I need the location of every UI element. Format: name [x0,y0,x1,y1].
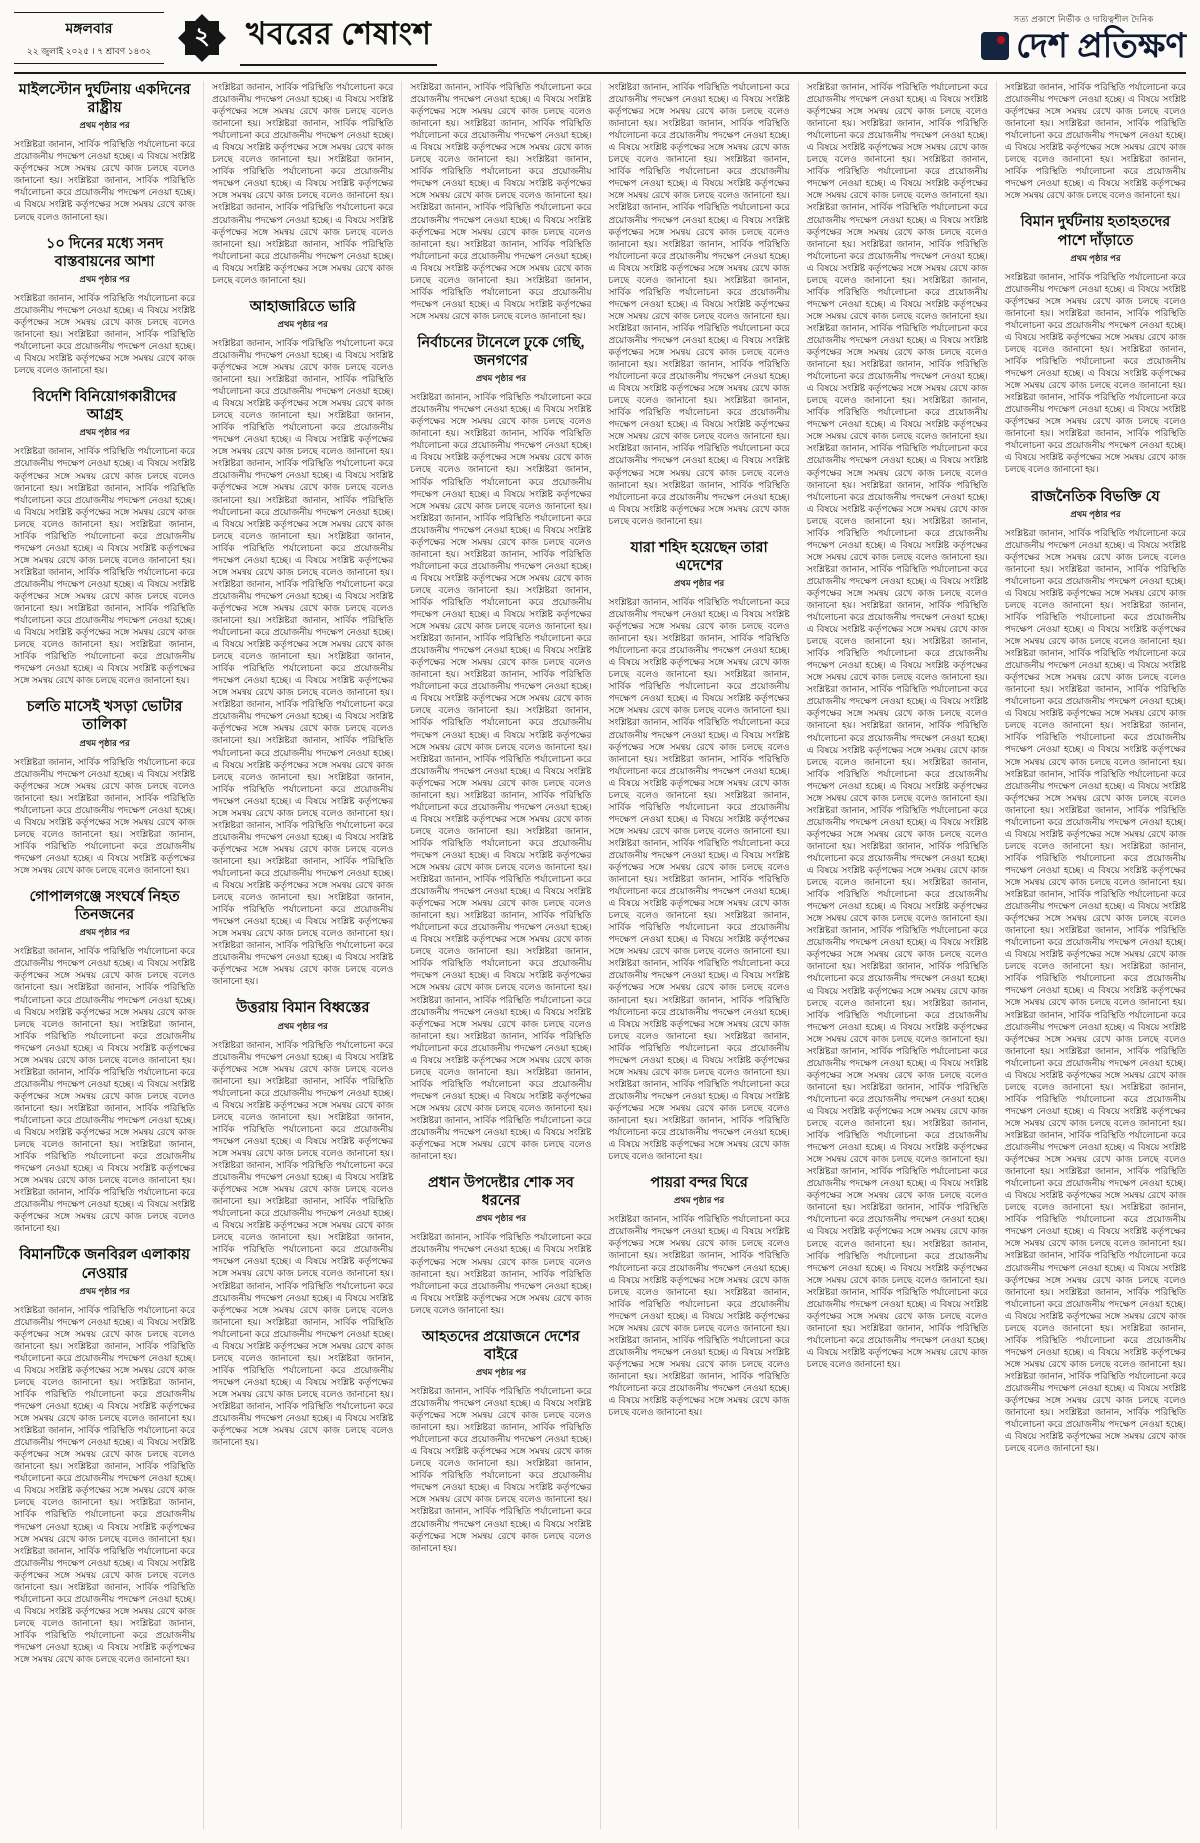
article-headline: গোপালগঞ্জে সংঘর্ষে নিহত তিনজনের [29,889,180,924]
article-body-text: সংশ্লিষ্টরা জানান, সার্বিক পরিস্থিতি পর্যালোচনা করে প্রয়োজনীয় পদক্ষেপ নেওয়া হচ্ছে। এ বিষয়ে সংশ্লিষ্ট কর্তৃপক্ষের সঙ্গে সমন্বয় রেখে কাজ চলছে বলেও জানানো হয়। সংশ্লিষ্টরা জানান, সার্বিক পরিস্থিতি পর্যালোচনা করে প্রয়োজনীয় পদক্ষেপ নেওয়া হচ্ছে। এ বিষয়ে সংশ্লিষ্ট কর্তৃপক্ষের সঙ্গে সমন্বয় রেখে কাজ চলছে বলেও জানানো হয়। সংশ্লিষ্টরা জানান, সার্বিক পরিস্থিতি পর্যালোচনা করে প্রয়োজনীয় পদক্ষেপ নেওয়া হচ্ছে। এ বিষয়ে সংশ্লিষ্ট কর্তৃপক্ষের সঙ্গে সমন্বয় রেখে কাজ চলছে বলেও জানানো হয়। সংশ্লিষ্টরা জানান, সার্বিক পরিস্থিতি পর্যালোচনা করে প্রয়োজনীয় পদক্ষেপ নেওয়া হচ্ছে। এ বিষয়ে সংশ্লিষ্ট কর্তৃপক্ষের সঙ্গে সমন্বয় রেখে কাজ চলছে বলেও জানানো হয়। সংশ্লিষ্টরা জানান, সার্বিক পরিস্থিতি পর্যালোচনা করে প্রয়োজনীয় পদক্ষেপ নেওয়া হচ্ছে। এ বিষয়ে সংশ্লিষ্ট কর্তৃপক্ষের সঙ্গে সমন্বয় রেখে কাজ চলছে বলেও জানানো হয়। [212,82,394,285]
column-6 [996,81,1186,1829]
article-headline: প্রধান উপদেষ্টার শোক সব ধরনের [428,1175,574,1210]
page-number-badge [178,14,226,62]
article [410,334,591,1162]
article [212,298,393,988]
article-body-text: সংশ্লিষ্টরা জানান, সার্বিক পরিস্থিতি পর্যালোচনা করে প্রয়োজনীয় পদক্ষেপ নেওয়া হচ্ছে। এ বিষয়ে সংশ্লিষ্ট কর্তৃপক্ষের সঙ্গে সমন্বয় রেখে কাজ চলছে বলেও জানানো হয়। সংশ্লিষ্টরা জানান, সার্বিক পরিস্থিতি পর্যালোচনা করে প্রয়োজনীয় পদক্ষেপ নেওয়া হচ্ছে। এ বিষয়ে সংশ্লিষ্ট কর্তৃপক্ষের সঙ্গে সমন্বয় রেখে কাজ চলছে বলেও জানানো হয়। [14,139,196,222]
weekday-label: মঙ্গলবার [65,20,113,36]
continued-from-label: প্রথম পৃষ্ঠার পর [277,318,328,329]
article [14,235,195,377]
article-body-text: সংশ্লিষ্টরা জানান, সার্বিক পরিস্থিতি পর্যালোচনা করে প্রয়োজনীয় পদক্ষেপ নেওয়া হচ্ছে। এ বিষয়ে সংশ্লিষ্ট কর্তৃপক্ষের সঙ্গে সমন্বয় রেখে কাজ চলছে বলেও জানানো হয়। সংশ্লিষ্টরা জানান, সার্বিক পরিস্থিতি পর্যালোচনা করে প্রয়োজনীয় পদক্ষেপ নেওয়া হচ্ছে। এ বিষয়ে সংশ্লিষ্ট কর্তৃপক্ষের সঙ্গে সমন্বয় রেখে কাজ চলছে বলেও জানানো হয়। সংশ্লিষ্টরা জানান, সার্বিক পরিস্থিতি পর্যালোচনা করে প্রয়োজনীয় পদক্ষেপ নেওয়া হচ্ছে। এ বিষয়ে সংশ্লিষ্ট কর্তৃপক্ষের সঙ্গে সমন্বয় রেখে কাজ চলছে বলেও জানানো হয়। সংশ্লিষ্টরা জানান, সার্বিক পরিস্থিতি পর্যালোচনা করে প্রয়োজনীয় পদক্ষেপ নেওয়া হচ্ছে। এ বিষয়ে সংশ্লিষ্ট কর্তৃপক্ষের সঙ্গে সমন্বয় রেখে কাজ চলছে বলেও জানানো হয়। সংশ্লিষ্টরা জানান, সার্বিক পরিস্থিতি পর্যালোচনা করে প্রয়োজনীয় পদক্ষেপ নেওয়া হচ্ছে। এ বিষয়ে সংশ্লিষ্ট কর্তৃপক্ষের সঙ্গে সমন্বয় রেখে কাজ চলছে বলেও জানানো হয়। সংশ্লিষ্টরা জানান, সার্বিক পরিস্থিতি পর্যালোচনা করে প্রয়োজনীয় পদক্ষেপ নেওয়া হচ্ছে। এ বিষয়ে সংশ্লিষ্ট কর্তৃপক্ষের সঙ্গে সমন্বয় রেখে কাজ চলছে বলেও জানানো হয়। সংশ্লিষ্টরা জানান, সার্বিক পরিস্থিতি পর্যালোচনা করে প্রয়োজনীয় পদক্ষেপ নেওয়া হচ্ছে। এ বিষয়ে সংশ্লিষ্ট কর্তৃপক্ষের সঙ্গে সমন্বয় রেখে কাজ চলছে বলেও জানানো হয়। সংশ্লিষ্টরা জানান, সার্বিক পরিস্থিতি পর্যালোচনা করে প্রয়োজনীয় পদক্ষেপ নেওয়া হচ্ছে। এ বিষয়ে সংশ্লিষ্ট কর্তৃপক্ষের সঙ্গে সমন্বয় রেখে কাজ চলছে বলেও জানানো হয়। সংশ্লিষ্টরা জানান, সার্বিক পরিস্থিতি পর্যালোচনা করে প্রয়োজনীয় পদক্ষেপ নেওয়া হচ্ছে। এ বিষয়ে সংশ্লিষ্ট কর্তৃপক্ষের সঙ্গে সমন্বয় রেখে কাজ চলছে বলেও জানানো হয়। [14,1304,196,1665]
article-headline: রাজনৈতিক বিভক্তি যে [1031,488,1160,505]
continued-from-label: প্রথম পৃষ্ঠার পর [1070,252,1121,263]
article-continuation [609,81,790,527]
date-box [14,12,164,64]
article [14,1246,195,1665]
continued-from-label: প্রথম পৃষ্ঠার পর [277,1020,328,1031]
article-body-text: সংশ্লিষ্টরা জানান, সার্বিক পরিস্থিতি পর্যালোচনা করে প্রয়োজনীয় পদক্ষেপ নেওয়া হচ্ছে। এ বিষয়ে সংশ্লিষ্ট কর্তৃপক্ষের সঙ্গে সমন্বয় রেখে কাজ চলছে বলেও জানানো হয়। সংশ্লিষ্টরা জানান, সার্বিক পরিস্থিতি পর্যালোচনা করে প্রয়োজনীয় পদক্ষেপ নেওয়া হচ্ছে। এ বিষয়ে সংশ্লিষ্ট কর্তৃপক্ষের সঙ্গে সমন্বয় রেখে কাজ চলছে বলেও জানানো হয়। সংশ্লিষ্টরা জানান, সার্বিক পরিস্থিতি পর্যালোচনা করে প্রয়োজনীয় পদক্ষেপ নেওয়া হচ্ছে। এ বিষয়ে সংশ্লিষ্ট কর্তৃপক্ষের সঙ্গে সমন্বয় রেখে কাজ চলছে বলেও জানানো হয়। সংশ্লিষ্টরা জানান, সার্বিক পরিস্থিতি পর্যালোচনা করে প্রয়োজনীয় পদক্ষেপ নেওয়া হচ্ছে। এ বিষয়ে সংশ্লিষ্ট কর্তৃপক্ষের সঙ্গে সমন্বয় রেখে কাজ চলছে বলেও জানানো হয়। সংশ্লিষ্টরা জানান, সার্বিক পরিস্থিতি পর্যালোচনা করে প্রয়োজনীয় পদক্ষেপ নেওয়া হচ্ছে। এ বিষয়ে সংশ্লিষ্ট কর্তৃপক্ষের সঙ্গে সমন্বয় রেখে কাজ চলছে বলেও জানানো হয়। সংশ্লিষ্টরা জানান, সার্বিক পরিস্থিতি পর্যালোচনা করে প্রয়োজনীয় পদক্ষেপ নেওয়া হচ্ছে। এ বিষয়ে সংশ্লিষ্ট কর্তৃপক্ষের সঙ্গে সমন্বয় রেখে কাজ চলছে বলেও জানানো হয়। সংশ্লিষ্টরা জানান, সার্বিক পরিস্থিতি পর্যালোচনা করে প্রয়োজনীয় পদক্ষেপ নেওয়া হচ্ছে। এ বিষয়ে সংশ্লিষ্ট কর্তৃপক্ষের সঙ্গে সমন্বয় রেখে কাজ চলছে বলেও জানানো হয়। সংশ্লিষ্টরা জানান, সার্বিক পরিস্থিতি পর্যালোচনা করে প্রয়োজনীয় পদক্ষেপ নেওয়া হচ্ছে। এ বিষয়ে সংশ্লিষ্ট কর্তৃপক্ষের সঙ্গে সমন্বয় রেখে কাজ চলছে বলেও জানানো হয়। সংশ্লিষ্টরা জানান, সার্বিক পরিস্থিতি পর্যালোচনা করে প্রয়োজনীয় পদক্ষেপ নেওয়া হচ্ছে। এ বিষয়ে সংশ্লিষ্ট কর্তৃপক্ষের সঙ্গে সমন্বয় রেখে কাজ চলছে বলেও জানানো হয়। সংশ্লিষ্টরা জানান, সার্বিক পরিস্থিতি পর্যালোচনা করে প্রয়োজনীয় পদক্ষেপ নেওয়া হচ্ছে। এ বিষয়ে সংশ্লিষ্ট কর্তৃপক্ষের সঙ্গে সমন্বয় রেখে কাজ চলছে বলেও জানানো হয়। সংশ্লিষ্টরা জানান, সার্বিক পরিস্থিতি পর্যালোচনা করে প্রয়োজনীয় পদক্ষেপ নেওয়া হচ্ছে। এ বিষয়ে সংশ্লিষ্ট কর্তৃপক্ষের সঙ্গে সমন্বয় রেখে কাজ চলছে বলেও জানানো হয়। সংশ্লিষ্টরা জানান, সার্বিক পরিস্থিতি পর্যালোচনা করে প্রয়োজনীয় পদক্ষেপ নেওয়া হচ্ছে। এ বিষয়ে সংশ্লিষ্ট কর্তৃপক্ষের সঙ্গে সমন্বয় রেখে কাজ চলছে বলেও জানানো হয়। সংশ্লিষ্টরা জানান, সার্বিক পরিস্থিতি পর্যালোচনা করে প্রয়োজনীয় পদক্ষেপ নেওয়া হচ্ছে। এ বিষয়ে সংশ্লিষ্ট কর্তৃপক্ষের সঙ্গে সমন্বয় রেখে কাজ চলছে বলেও জানানো হয়। সংশ্লিষ্টরা জানান, সার্বিক পরিস্থিতি পর্যালোচনা করে প্রয়োজনীয় পদক্ষেপ নেওয়া হচ্ছে। এ বিষয়ে সংশ্লিষ্ট কর্তৃপক্ষের সঙ্গে সমন্বয় রেখে কাজ চলছে বলেও জানানো হয়। সংশ্লিষ্টরা জানান, সার্বিক পরিস্থিতি পর্যালোচনা করে প্রয়োজনীয় পদক্ষেপ নেওয়া হচ্ছে। এ বিষয়ে সংশ্লিষ্ট কর্তৃপক্ষের সঙ্গে সমন্বয় রেখে কাজ চলছে বলেও জানানো হয়। সংশ্লিষ্টরা জানান, সার্বিক পরিস্থিতি পর্যালোচনা করে প্রয়োজনীয় পদক্ষেপ নেওয়া হচ্ছে। এ বিষয়ে সংশ্লিষ্ট কর্তৃপক্ষের সঙ্গে সমন্বয় রেখে কাজ চলছে বলেও জানানো হয়। সংশ্লিষ্টরা জানান, সার্বিক পরিস্থিতি পর্যালোচনা করে প্রয়োজনীয় পদক্ষেপ নেওয়া হচ্ছে। এ বিষয়ে সংশ্লিষ্ট কর্তৃপক্ষের সঙ্গে সমন্বয় রেখে কাজ চলছে বলেও জানানো হয়। সংশ্লিষ্টরা জানান, সার্বিক পরিস্থিতি পর্যালোচনা করে প্রয়োজনীয় পদক্ষেপ নেওয়া হচ্ছে। এ বিষয়ে সংশ্লিষ্ট কর্তৃপক্ষের সঙ্গে সমন্বয় রেখে কাজ চলছে বলেও জানানো হয়। সংশ্লিষ্টরা জানান, সার্বিক পরিস্থিতি পর্যালোচনা করে প্রয়োজনীয় পদক্ষেপ নেওয়া হচ্ছে। এ বিষয়ে সংশ্লিষ্ট কর্তৃপক্ষের সঙ্গে সমন্বয় রেখে কাজ চলছে বলেও জানানো হয়। [410,392,592,1162]
masthead [981,13,1186,63]
article-headline: মাইলস্টোন দুর্ঘটনায় একদিনের রাষ্ট্রীয় [18,82,191,117]
article-headline: ১০ দিনের মধ্যে সনদ বাস্তবায়নের আশা [45,235,164,270]
article-body-text: সংশ্লিষ্টরা জানান, সার্বিক পরিস্থিতি পর্যালোচনা করে প্রয়োজনীয় পদক্ষেপ নেওয়া হচ্ছে। এ বিষয়ে সংশ্লিষ্ট কর্তৃপক্ষের সঙ্গে সমন্বয় রেখে কাজ চলছে বলেও জানানো হয়। সংশ্লিষ্টরা জানান, সার্বিক পরিস্থিতি পর্যালোচনা করে প্রয়োজনীয় পদক্ষেপ নেওয়া হচ্ছে। এ বিষয়ে সংশ্লিষ্ট কর্তৃপক্ষের সঙ্গে সমন্বয় রেখে কাজ চলছে বলেও জানানো হয়। [14,292,196,376]
continued-from-label: প্রথম পৃষ্ঠার পর [79,427,130,438]
continued-from-label: প্রথম পৃষ্ঠার পর [475,1367,527,1378]
article-headline: নির্বাচনের টানেলে ঢুকে গেছি, জনগণের [417,334,585,370]
article-headline: যারা শহিদ হয়েছেন তারা এদেশের [630,539,768,574]
page-header [14,10,1186,74]
page-number: ২ [194,23,210,50]
article-body-text: সংশ্লিষ্টরা জানান, সার্বিক পরিস্থিতি পর্যালোচনা করে প্রয়োজনীয় পদক্ষেপ নেওয়া হচ্ছে। এ বিষয়ে সংশ্লিষ্ট কর্তৃপক্ষের সঙ্গে সমন্বয় রেখে কাজ চলছে বলেও জানানো হয়। সংশ্লিষ্টরা জানান, সার্বিক পরিস্থিতি পর্যালোচনা করে প্রয়োজনীয় পদক্ষেপ নেওয়া হচ্ছে। এ বিষয়ে সংশ্লিষ্ট কর্তৃপক্ষের সঙ্গে সমন্বয় রেখে কাজ চলছে বলেও জানানো হয়। সংশ্লিষ্টরা জানান, সার্বিক পরিস্থিতি পর্যালোচনা করে প্রয়োজনীয় পদক্ষেপ নেওয়া হচ্ছে। এ বিষয়ে সংশ্লিষ্ট কর্তৃপক্ষের সঙ্গে সমন্বয় রেখে কাজ চলছে বলেও জানানো হয়। সংশ্লিষ্টরা জানান, সার্বিক পরিস্থিতি পর্যালোচনা করে প্রয়োজনীয় পদক্ষেপ নেওয়া হচ্ছে। এ বিষয়ে সংশ্লিষ্ট কর্তৃপক্ষের সঙ্গে সমন্বয় রেখে কাজ চলছে বলেও জানানো হয়। সংশ্লিষ্টরা জানান, সার্বিক পরিস্থিতি পর্যালোচনা করে প্রয়োজনীয় পদক্ষেপ নেওয়া হচ্ছে। এ বিষয়ে সংশ্লিষ্ট কর্তৃপক্ষের সঙ্গে সমন্বয় রেখে কাজ চলছে বলেও জানানো হয়। সংশ্লিষ্টরা জানান, সার্বিক পরিস্থিতি পর্যালোচনা করে প্রয়োজনীয় পদক্ষেপ নেওয়া হচ্ছে। এ বিষয়ে সংশ্লিষ্ট কর্তৃপক্ষের সঙ্গে সমন্বয় রেখে কাজ চলছে বলেও জানানো হয়। সংশ্লিষ্টরা জানান, সার্বিক পরিস্থিতি পর্যালোচনা করে প্রয়োজনীয় পদক্ষেপ নেওয়া হচ্ছে। এ বিষয়ে সংশ্লিষ্ট কর্তৃপক্ষের সঙ্গে সমন্বয় রেখে কাজ চলছে বলেও জানানো হয়। সংশ্লিষ্টরা জানান, সার্বিক পরিস্থিতি পর্যালোচনা করে প্রয়োজনীয় পদক্ষেপ নেওয়া হচ্ছে। এ বিষয়ে সংশ্লিষ্ট কর্তৃপক্ষের সঙ্গে সমন্বয় রেখে কাজ চলছে বলেও জানানো হয়। সংশ্লিষ্টরা জানান, সার্বিক পরিস্থিতি পর্যালোচনা করে প্রয়োজনীয় পদক্ষেপ নেওয়া হচ্ছে। এ বিষয়ে সংশ্লিষ্ট কর্তৃপক্ষের সঙ্গে সমন্বয় রেখে কাজ চলছে বলেও জানানো হয়। সংশ্লিষ্টরা জানান, সার্বিক পরিস্থিতি পর্যালোচনা করে প্রয়োজনীয় পদক্ষেপ নেওয়া হচ্ছে। এ বিষয়ে সংশ্লিষ্ট কর্তৃপক্ষের সঙ্গে সমন্বয় রেখে কাজ চলছে বলেও জানানো হয়। সংশ্লিষ্টরা জানান, সার্বিক পরিস্থিতি পর্যালোচনা করে প্রয়োজনীয় পদক্ষেপ নেওয়া হচ্ছে। এ বিষয়ে সংশ্লিষ্ট কর্তৃপক্ষের সঙ্গে সমন্বয় রেখে কাজ চলছে বলেও জানানো হয়। সংশ্লিষ্টরা জানান, সার্বিক পরিস্থিতি পর্যালোচনা করে প্রয়োজনীয় পদক্ষেপ নেওয়া হচ্ছে। এ বিষয়ে সংশ্লিষ্ট কর্তৃপক্ষের সঙ্গে সমন্বয় রেখে কাজ চলছে বলেও জানানো হয়। সংশ্লিষ্টরা জানান, সার্বিক পরিস্থিতি পর্যালোচনা করে প্রয়োজনীয় পদক্ষেপ নেওয়া হচ্ছে। এ বিষয়ে সংশ্লিষ্ট কর্তৃপক্ষের সঙ্গে সমন্বয় রেখে কাজ চলছে বলেও জানানো হয়। সংশ্লিষ্টরা জানান, সার্বিক পরিস্থিতি পর্যালোচনা করে প্রয়োজনীয় পদক্ষেপ নেওয়া হচ্ছে। এ বিষয়ে সংশ্লিষ্ট কর্তৃপক্ষের সঙ্গে সমন্বয় রেখে কাজ চলছে বলেও জানানো হয়। সংশ্লিষ্টরা জানান, সার্বিক পরিস্থিতি পর্যালোচনা করে প্রয়োজনীয় পদক্ষেপ নেওয়া হচ্ছে। এ বিষয়ে সংশ্লিষ্ট কর্তৃপক্ষের সঙ্গে সমন্বয় রেখে কাজ চলছে বলেও জানানো হয়। সংশ্লিষ্টরা জানান, সার্বিক পরিস্থিতি পর্যালোচনা করে প্রয়োজনীয় পদক্ষেপ নেওয়া হচ্ছে। এ বিষয়ে সংশ্লিষ্ট কর্তৃপক্ষের সঙ্গে সমন্বয় রেখে কাজ চলছে বলেও জানানো হয়। সংশ্লিষ্টরা জানান, সার্বিক পরিস্থিতি পর্যালোচনা করে প্রয়োজনীয় পদক্ষেপ নেওয়া হচ্ছে। এ বিষয়ে সংশ্লিষ্ট কর্তৃপক্ষের সঙ্গে সমন্বয় রেখে কাজ চলছে বলেও জানানো হয়। সংশ্লিষ্টরা জানান, সার্বিক পরিস্থিতি পর্যালোচনা করে প্রয়োজনীয় পদক্ষেপ নেওয়া হচ্ছে। এ বিষয়ে সংশ্লিষ্ট কর্তৃপক্ষের সঙ্গে সমন্বয় রেখে কাজ চলছে বলেও জানানো হয়। সংশ্লিষ্টরা জানান, সার্বিক পরিস্থিতি পর্যালোচনা করে প্রয়োজনীয় পদক্ষেপ নেওয়া হচ্ছে। এ বিষয়ে সংশ্লিষ্ট কর্তৃপক্ষের সঙ্গে সমন্বয় রেখে কাজ চলছে বলেও জানানো হয়। সংশ্লিষ্টরা জানান, সার্বিক পরিস্থিতি পর্যালোচনা করে প্রয়োজনীয় পদক্ষেপ নেওয়া হচ্ছে। এ বিষয়ে সংশ্লিষ্ট কর্তৃপক্ষের সঙ্গে সমন্বয় রেখে কাজ চলছে বলেও জানানো হয়। সংশ্লিষ্টরা জানান, সার্বিক পরিস্থিতি পর্যালোচনা করে প্রয়োজনীয় পদক্ষেপ নেওয়া হচ্ছে। এ বিষয়ে সংশ্লিষ্ট কর্তৃপক্ষের সঙ্গে সমন্বয় রেখে কাজ চলছে বলেও জানানো হয়। সংশ্লিষ্টরা জানান, সার্বিক পরিস্থিতি পর্যালোচনা করে প্রয়োজনীয় পদক্ষেপ নেওয়া হচ্ছে। এ বিষয়ে সংশ্লিষ্ট কর্তৃপক্ষের সঙ্গে সমন্বয় রেখে কাজ চলছে বলেও জানানো হয়। সংশ্লিষ্টরা জানান, সার্বিক পরিস্থিতি পর্যালোচনা করে প্রয়োজনীয় পদক্ষেপ নেওয়া হচ্ছে। এ বিষয়ে সংশ্লিষ্ট কর্তৃপক্ষের সঙ্গে সমন্বয় রেখে কাজ চলছে বলেও জানানো হয়। [1004,527,1186,1454]
article-body-text: সংশ্লিষ্টরা জানান, সার্বিক পরিস্থিতি পর্যালোচনা করে প্রয়োজনীয় পদক্ষেপ নেওয়া হচ্ছে। এ বিষয়ে সংশ্লিষ্ট কর্তৃপক্ষের সঙ্গে সমন্বয় রেখে কাজ চলছে বলেও জানানো হয়। সংশ্লিষ্টরা জানান, সার্বিক পরিস্থিতি পর্যালোচনা করে প্রয়োজনীয় পদক্ষেপ নেওয়া হচ্ছে। এ বিষয়ে সংশ্লিষ্ট কর্তৃপক্ষের সঙ্গে সমন্বয় রেখে কাজ চলছে বলেও জানানো হয়। সংশ্লিষ্টরা জানান, সার্বিক পরিস্থিতি পর্যালোচনা করে প্রয়োজনীয় পদক্ষেপ নেওয়া হচ্ছে। এ বিষয়ে সংশ্লিষ্ট কর্তৃপক্ষের সঙ্গে সমন্বয় রেখে কাজ চলছে বলেও জানানো হয়। সংশ্লিষ্টরা জানান, সার্বিক পরিস্থিতি পর্যালোচনা করে প্রয়োজনীয় পদক্ষেপ নেওয়া হচ্ছে। এ বিষয়ে সংশ্লিষ্ট কর্তৃপক্ষের সঙ্গে সমন্বয় রেখে কাজ চলছে বলেও জানানো হয়। সংশ্লিষ্টরা জানান, সার্বিক পরিস্থিতি পর্যালোচনা করে প্রয়োজনীয় পদক্ষেপ নেওয়া হচ্ছে। এ বিষয়ে সংশ্লিষ্ট কর্তৃপক্ষের সঙ্গে সমন্বয় রেখে কাজ চলছে বলেও জানানো হয়। সংশ্লিষ্টরা জানান, সার্বিক পরিস্থিতি পর্যালোচনা করে প্রয়োজনীয় পদক্ষেপ নেওয়া হচ্ছে। এ বিষয়ে সংশ্লিষ্ট কর্তৃপক্ষের সঙ্গে সমন্বয় রেখে কাজ চলছে বলেও জানানো হয়। সংশ্লিষ্টরা জানান, সার্বিক পরিস্থিতি পর্যালোচনা করে প্রয়োজনীয় পদক্ষেপ নেওয়া হচ্ছে। এ বিষয়ে সংশ্লিষ্ট কর্তৃপক্ষের সঙ্গে সমন্বয় রেখে কাজ চলছে বলেও জানানো হয়। সংশ্লিষ্টরা জানান, সার্বিক পরিস্থিতি পর্যালোচনা করে প্রয়োজনীয় পদক্ষেপ নেওয়া হচ্ছে। এ বিষয়ে সংশ্লিষ্ট কর্তৃপক্ষের সঙ্গে সমন্বয় রেখে কাজ চলছে বলেও জানানো হয়। সংশ্লিষ্টরা জানান, সার্বিক পরিস্থিতি পর্যালোচনা করে প্রয়োজনীয় পদক্ষেপ নেওয়া হচ্ছে। এ বিষয়ে সংশ্লিষ্ট কর্তৃপক্ষের সঙ্গে সমন্বয় রেখে কাজ চলছে বলেও জানানো হয়। সংশ্লিষ্টরা জানান, সার্বিক পরিস্থিতি পর্যালোচনা করে প্রয়োজনীয় পদক্ষেপ নেওয়া হচ্ছে। এ বিষয়ে সংশ্লিষ্ট কর্তৃপক্ষের সঙ্গে সমন্বয় রেখে কাজ চলছে বলেও জানানো হয়। [212,1039,394,1448]
continued-from-label: প্রথম পৃষ্ঠার পর [1070,508,1121,519]
column-5 [798,81,996,1829]
article-body-text: সংশ্লিষ্টরা জানান, সার্বিক পরিস্থিতি পর্যালোচনা করে প্রয়োজনীয় পদক্ষেপ নেওয়া হচ্ছে। এ বিষয়ে সংশ্লিষ্ট কর্তৃপক্ষের সঙ্গে সমন্বয় রেখে কাজ চলছে বলেও জানানো হয়। সংশ্লিষ্টরা জানান, সার্বিক পরিস্থিতি পর্যালোচনা করে প্রয়োজনীয় পদক্ষেপ নেওয়া হচ্ছে। এ বিষয়ে সংশ্লিষ্ট কর্তৃপক্ষের সঙ্গে সমন্বয় রেখে কাজ চলছে বলেও জানানো হয়। সংশ্লিষ্টরা জানান, সার্বিক পরিস্থিতি পর্যালোচনা করে প্রয়োজনীয় পদক্ষেপ নেওয়া হচ্ছে। এ বিষয়ে সংশ্লিষ্ট কর্তৃপক্ষের সঙ্গে সমন্বয় রেখে কাজ চলছে বলেও জানানো হয়। সংশ্লিষ্টরা জানান, সার্বিক পরিস্থিতি পর্যালোচনা করে প্রয়োজনীয় পদক্ষেপ নেওয়া হচ্ছে। এ বিষয়ে সংশ্লিষ্ট কর্তৃপক্ষের সঙ্গে সমন্বয় রেখে কাজ চলছে বলেও জানানো হয়। সংশ্লিষ্টরা জানান, সার্বিক পরিস্থিতি পর্যালোচনা করে প্রয়োজনীয় পদক্ষেপ নেওয়া হচ্ছে। এ বিষয়ে সংশ্লিষ্ট কর্তৃপক্ষের সঙ্গে সমন্বয় রেখে কাজ চলছে বলেও জানানো হয়। সংশ্লিষ্টরা জানান, সার্বিক পরিস্থিতি পর্যালোচনা করে প্রয়োজনীয় পদক্ষেপ নেওয়া হচ্ছে। এ বিষয়ে সংশ্লিষ্ট কর্তৃপক্ষের সঙ্গে সমন্বয় রেখে কাজ চলছে বলেও জানানো হয়। [14,446,196,686]
article [212,999,393,1448]
article [410,1174,591,1316]
article-headline: উত্তরায় বিমান বিধ্বস্তের [236,1000,370,1017]
article-headline: বিমান দুর্ঘটনায় হতাহতদের পাশে দাঁড়াতে [1020,214,1171,249]
column-2 [203,81,401,1829]
continued-from-label: প্রথম পৃষ্ঠার পর [79,927,130,938]
masthead-logo-icon [981,32,1009,60]
article-body-text: সংশ্লিষ্টরা জানান, সার্বিক পরিস্থিতি পর্যালোচনা করে প্রয়োজনীয় পদক্ষেপ নেওয়া হচ্ছে। এ বিষয়ে সংশ্লিষ্ট কর্তৃপক্ষের সঙ্গে সমন্বয় রেখে কাজ চলছে বলেও জানানো হয়। সংশ্লিষ্টরা জানান, সার্বিক পরিস্থিতি পর্যালোচনা করে প্রয়োজনীয় পদক্ষেপ নেওয়া হচ্ছে। এ বিষয়ে সংশ্লিষ্ট কর্তৃপক্ষের সঙ্গে সমন্বয় রেখে কাজ চলছে বলেও জানানো হয়। সংশ্লিষ্টরা জানান, সার্বিক পরিস্থিতি পর্যালোচনা করে প্রয়োজনীয় পদক্ষেপ নেওয়া হচ্ছে। এ বিষয়ে সংশ্লিষ্ট কর্তৃপক্ষের সঙ্গে সমন্বয় রেখে কাজ চলছে বলেও জানানো হয়। সংশ্লিষ্টরা জানান, সার্বিক পরিস্থিতি পর্যালোচনা করে প্রয়োজনীয় পদক্ষেপ নেওয়া হচ্ছে। এ বিষয়ে সংশ্লিষ্ট কর্তৃপক্ষের সঙ্গে সমন্বয় রেখে কাজ চলছে বলেও জানানো হয়। সংশ্লিষ্টরা জানান, সার্বিক পরিস্থিতি পর্যালোচনা করে প্রয়োজনীয় পদক্ষেপ নেওয়া হচ্ছে। এ বিষয়ে সংশ্লিষ্ট কর্তৃপক্ষের সঙ্গে সমন্বয় রেখে কাজ চলছে বলেও জানানো হয়। সংশ্লিষ্টরা জানান, সার্বিক পরিস্থিতি পর্যালোচনা করে প্রয়োজনীয় পদক্ষেপ নেওয়া হচ্ছে। এ বিষয়ে সংশ্লিষ্ট কর্তৃপক্ষের সঙ্গে সমন্বয় রেখে কাজ চলছে বলেও জানানো হয়। সংশ্লিষ্টরা জানান, সার্বিক পরিস্থিতি পর্যালোচনা করে প্রয়োজনীয় পদক্ষেপ নেওয়া হচ্ছে। এ বিষয়ে সংশ্লিষ্ট কর্তৃপক্ষের সঙ্গে সমন্বয় রেখে কাজ চলছে বলেও জানানো হয়। সংশ্লিষ্টরা জানান, সার্বিক পরিস্থিতি পর্যালোচনা করে প্রয়োজনীয় পদক্ষেপ নেওয়া হচ্ছে। এ বিষয়ে সংশ্লিষ্ট কর্তৃপক্ষের সঙ্গে সমন্বয় রেখে কাজ চলছে বলেও জানানো হয়। সংশ্লিষ্টরা জানান, সার্বিক পরিস্থিতি পর্যালোচনা করে প্রয়োজনীয় পদক্ষেপ নেওয়া হচ্ছে। এ বিষয়ে সংশ্লিষ্ট কর্তৃপক্ষের সঙ্গে সমন্বয় রেখে কাজ চলছে বলেও জানানো হয়। সংশ্লিষ্টরা জানান, সার্বিক পরিস্থিতি পর্যালোচনা করে প্রয়োজনীয় পদক্ষেপ নেওয়া হচ্ছে। এ বিষয়ে সংশ্লিষ্ট কর্তৃপক্ষের সঙ্গে সমন্বয় রেখে কাজ চলছে বলেও জানানো হয়। সংশ্লিষ্টরা জানান, সার্বিক পরিস্থিতি পর্যালোচনা করে প্রয়োজনীয় পদক্ষেপ নেওয়া হচ্ছে। এ বিষয়ে সংশ্লিষ্ট কর্তৃপক্ষের সঙ্গে সমন্বয় রেখে কাজ চলছে বলেও জানানো হয়। [608,82,790,526]
article-headline: আহতদের প্রয়োজনে দেশের বাইরে [422,1328,580,1363]
article-continuation [212,81,393,286]
column-4 [600,81,798,1829]
article [1005,488,1186,1455]
article [410,1328,591,1554]
article-continuation [1005,81,1186,201]
column-1 [14,81,203,1829]
article [14,388,195,686]
column-3 [401,81,599,1829]
article-body-text: সংশ্লিষ্টরা জানান, সার্বিক পরিস্থিতি পর্যালোচনা করে প্রয়োজনীয় পদক্ষেপ নেওয়া হচ্ছে। এ বিষয়ে সংশ্লিষ্ট কর্তৃপক্ষের সঙ্গে সমন্বয় রেখে কাজ চলছে বলেও জানানো হয়। সংশ্লিষ্টরা জানান, সার্বিক পরিস্থিতি পর্যালোচনা করে প্রয়োজনীয় পদক্ষেপ নেওয়া হচ্ছে। এ বিষয়ে সংশ্লিষ্ট কর্তৃপক্ষের সঙ্গে সমন্বয় রেখে কাজ চলছে বলেও জানানো হয়। সংশ্লিষ্টরা জানান, সার্বিক পরিস্থিতি পর্যালোচনা করে প্রয়োজনীয় পদক্ষেপ নেওয়া হচ্ছে। এ বিষয়ে সংশ্লিষ্ট কর্তৃপক্ষের সঙ্গে সমন্বয় রেখে কাজ চলছে বলেও জানানো হয়। সংশ্লিষ্টরা জানান, সার্বিক পরিস্থিতি পর্যালোচনা করে প্রয়োজনীয় পদক্ষেপ নেওয়া হচ্ছে। এ বিষয়ে সংশ্লিষ্ট কর্তৃপক্ষের সঙ্গে সমন্বয় রেখে কাজ চলছে বলেও জানানো হয়। সংশ্লিষ্টরা জানান, সার্বিক পরিস্থিতি পর্যালোচনা করে প্রয়োজনীয় পদক্ষেপ নেওয়া হচ্ছে। এ বিষয়ে সংশ্লিষ্ট কর্তৃপক্ষের সঙ্গে সমন্বয় রেখে কাজ চলছে বলেও জানানো হয়। সংশ্লিষ্টরা জানান, সার্বিক পরিস্থিতি পর্যালোচনা করে প্রয়োজনীয় পদক্ষেপ নেওয়া হচ্ছে। এ বিষয়ে সংশ্লিষ্ট কর্তৃপক্ষের সঙ্গে সমন্বয় রেখে কাজ চলছে বলেও জানানো হয়। সংশ্লিষ্টরা জানান, সার্বিক পরিস্থিতি পর্যালোচনা করে প্রয়োজনীয় পদক্ষেপ নেওয়া হচ্ছে। এ বিষয়ে সংশ্লিষ্ট কর্তৃপক্ষের সঙ্গে সমন্বয় রেখে কাজ চলছে বলেও জানানো হয়। সংশ্লিষ্টরা জানান, সার্বিক পরিস্থিতি পর্যালোচনা করে প্রয়োজনীয় পদক্ষেপ নেওয়া হচ্ছে। এ বিষয়ে সংশ্লিষ্ট কর্তৃপক্ষের সঙ্গে সমন্বয় রেখে কাজ চলছে বলেও জানানো হয়। সংশ্লিষ্টরা জানান, সার্বিক পরিস্থিতি পর্যালোচনা করে প্রয়োজনীয় পদক্ষেপ নেওয়া হচ্ছে। এ বিষয়ে সংশ্লিষ্ট কর্তৃপক্ষের সঙ্গে সমন্বয় রেখে কাজ চলছে বলেও জানানো হয়। সংশ্লিষ্টরা জানান, সার্বিক পরিস্থিতি পর্যালোচনা করে প্রয়োজনীয় পদক্ষেপ নেওয়া হচ্ছে। এ বিষয়ে সংশ্লিষ্ট কর্তৃপক্ষের সঙ্গে সমন্বয় রেখে কাজ চলছে বলেও জানানো হয়। সংশ্লিষ্টরা জানান, সার্বিক পরিস্থিতি পর্যালোচনা করে প্রয়োজনীয় পদক্ষেপ নেওয়া হচ্ছে। এ বিষয়ে সংশ্লিষ্ট কর্তৃপক্ষের সঙ্গে সমন্বয় রেখে কাজ চলছে বলেও জানানো হয়। সংশ্লিষ্টরা জানান, সার্বিক পরিস্থিতি পর্যালোচনা করে প্রয়োজনীয় পদক্ষেপ নেওয়া হচ্ছে। এ বিষয়ে সংশ্লিষ্ট কর্তৃপক্ষের সঙ্গে সমন্বয় রেখে কাজ চলছে বলেও জানানো হয়। সংশ্লিষ্টরা জানান, সার্বিক পরিস্থিতি পর্যালোচনা করে প্রয়োজনীয় পদক্ষেপ নেওয়া হচ্ছে। এ বিষয়ে সংশ্লিষ্ট কর্তৃপক্ষের সঙ্গে সমন্বয় রেখে কাজ চলছে বলেও জানানো হয়। সংশ্লিষ্টরা জানান, সার্বিক পরিস্থিতি পর্যালোচনা করে প্রয়োজনীয় পদক্ষেপ নেওয়া হচ্ছে। এ বিষয়ে সংশ্লিষ্ট কর্তৃপক্ষের সঙ্গে সমন্বয় রেখে কাজ চলছে বলেও জানানো হয়। সংশ্লিষ্টরা জানান, সার্বিক পরিস্থিতি পর্যালোচনা করে প্রয়োজনীয় পদক্ষেপ নেওয়া হচ্ছে। এ বিষয়ে সংশ্লিষ্ট কর্তৃপক্ষের সঙ্গে সমন্বয় রেখে কাজ চলছে বলেও জানানো হয়। সংশ্লিষ্টরা জানান, সার্বিক পরিস্থিতি পর্যালোচনা করে প্রয়োজনীয় পদক্ষেপ নেওয়া হচ্ছে। এ বিষয়ে সংশ্লিষ্ট কর্তৃপক্ষের সঙ্গে সমন্বয় রেখে কাজ চলছে বলেও জানানো হয়। [212,337,394,987]
article [14,698,195,876]
article-body-text: সংশ্লিষ্টরা জানান, সার্বিক পরিস্থিতি পর্যালোচনা করে প্রয়োজনীয় পদক্ষেপ নেওয়া হচ্ছে। এ বিষয়ে সংশ্লিষ্ট কর্তৃপক্ষের সঙ্গে সমন্বয় রেখে কাজ চলছে বলেও জানানো হয়। সংশ্লিষ্টরা জানান, সার্বিক পরিস্থিতি পর্যালোচনা করে প্রয়োজনীয় পদক্ষেপ নেওয়া হচ্ছে। এ বিষয়ে সংশ্লিষ্ট কর্তৃপক্ষের সঙ্গে সমন্বয় রেখে কাজ চলছে বলেও জানানো হয়। সংশ্লিষ্টরা জানান, সার্বিক পরিস্থিতি পর্যালোচনা করে প্রয়োজনীয় পদক্ষেপ নেওয়া হচ্ছে। এ বিষয়ে সংশ্লিষ্ট কর্তৃপক্ষের সঙ্গে সমন্বয় রেখে কাজ চলছে বলেও জানানো হয়। সংশ্লিষ্টরা জানান, সার্বিক পরিস্থিতি পর্যালোচনা করে প্রয়োজনীয় পদক্ষেপ নেওয়া হচ্ছে। এ বিষয়ে সংশ্লিষ্ট কর্তৃপক্ষের সঙ্গে সমন্বয় রেখে কাজ চলছে বলেও জানানো হয়। সংশ্লিষ্টরা জানান, সার্বিক পরিস্থিতি পর্যালোচনা করে প্রয়োজনীয় পদক্ষেপ নেওয়া হচ্ছে। এ বিষয়ে সংশ্লিষ্ট কর্তৃপক্ষের সঙ্গে সমন্বয় রেখে কাজ চলছে বলেও জানানো হয়। সংশ্লিষ্টরা জানান, সার্বিক পরিস্থিতি পর্যালোচনা করে প্রয়োজনীয় পদক্ষেপ নেওয়া হচ্ছে। এ বিষয়ে সংশ্লিষ্ট কর্তৃপক্ষের সঙ্গে সমন্বয় রেখে কাজ চলছে বলেও জানানো হয়। সংশ্লিষ্টরা জানান, সার্বিক পরিস্থিতি পর্যালোচনা করে প্রয়োজনীয় পদক্ষেপ নেওয়া হচ্ছে। এ বিষয়ে সংশ্লিষ্ট কর্তৃপক্ষের সঙ্গে সমন্বয় রেখে কাজ চলছে বলেও জানানো হয়। সংশ্লিষ্টরা জানান, সার্বিক পরিস্থিতি পর্যালোচনা করে প্রয়োজনীয় পদক্ষেপ নেওয়া হচ্ছে। এ বিষয়ে সংশ্লিষ্ট কর্তৃপক্ষের সঙ্গে সমন্বয় রেখে কাজ চলছে বলেও জানানো হয়। সংশ্লিষ্টরা জানান, সার্বিক পরিস্থিতি পর্যালোচনা করে প্রয়োজনীয় পদক্ষেপ নেওয়া হচ্ছে। এ বিষয়ে সংশ্লিষ্ট কর্তৃপক্ষের সঙ্গে সমন্বয় রেখে কাজ চলছে বলেও জানানো হয়। সংশ্লিষ্টরা জানান, সার্বিক পরিস্থিতি পর্যালোচনা করে প্রয়োজনীয় পদক্ষেপ নেওয়া হচ্ছে। এ বিষয়ে সংশ্লিষ্ট কর্তৃপক্ষের সঙ্গে সমন্বয় রেখে কাজ চলছে বলেও জানানো হয়। সংশ্লিষ্টরা জানান, সার্বিক পরিস্থিতি পর্যালোচনা করে প্রয়োজনীয় পদক্ষেপ নেওয়া হচ্ছে। এ বিষয়ে সংশ্লিষ্ট কর্তৃপক্ষের সঙ্গে সমন্বয় রেখে কাজ চলছে বলেও জানানো হয়। সংশ্লিষ্টরা জানান, সার্বিক পরিস্থিতি পর্যালোচনা করে প্রয়োজনীয় পদক্ষেপ নেওয়া হচ্ছে। এ বিষয়ে সংশ্লিষ্ট কর্তৃপক্ষের সঙ্গে সমন্বয় রেখে কাজ চলছে বলেও জানানো হয়। সংশ্লিষ্টরা জানান, সার্বিক পরিস্থিতি পর্যালোচনা করে প্রয়োজনীয় পদক্ষেপ নেওয়া হচ্ছে। এ বিষয়ে সংশ্লিষ্ট কর্তৃপক্ষের সঙ্গে সমন্বয় রেখে কাজ চলছে বলেও জানানো হয়। সংশ্লিষ্টরা জানান, সার্বিক পরিস্থিতি পর্যালোচনা করে প্রয়োজনীয় পদক্ষেপ নেওয়া হচ্ছে। এ বিষয়ে সংশ্লিষ্ট কর্তৃপক্ষের সঙ্গে সমন্বয় রেখে কাজ চলছে বলেও জানানো হয়। [608,596,790,1162]
article-continuation [410,81,591,322]
article-headline: পায়রা বন্দর ঘিরে [650,1175,748,1192]
article-body-text: সংশ্লিষ্টরা জানান, সার্বিক পরিস্থিতি পর্যালোচনা করে প্রয়োজনীয় পদক্ষেপ নেওয়া হচ্ছে। এ বিষয়ে সংশ্লিষ্ট কর্তৃপক্ষের সঙ্গে সমন্বয় রেখে কাজ চলছে বলেও জানানো হয়। সংশ্লিষ্টরা জানান, সার্বিক পরিস্থিতি পর্যালোচনা করে প্রয়োজনীয় পদক্ষেপ নেওয়া হচ্ছে। এ বিষয়ে সংশ্লিষ্ট কর্তৃপক্ষের সঙ্গে সমন্বয় রেখে কাজ চলছে বলেও জানানো হয়। [410,1232,592,1315]
continued-from-label: প্রথম পৃষ্ঠার পর [674,577,725,588]
article [609,1174,790,1418]
article-body-text: সংশ্লিষ্টরা জানান, সার্বিক পরিস্থিতি পর্যালোচনা করে প্রয়োজনীয় পদক্ষেপ নেওয়া হচ্ছে। এ বিষয়ে সংশ্লিষ্ট কর্তৃপক্ষের সঙ্গে সমন্বয় রেখে কাজ চলছে বলেও জানানো হয়। সংশ্লিষ্টরা জানান, সার্বিক পরিস্থিতি পর্যালোচনা করে প্রয়োজনীয় পদক্ষেপ নেওয়া হচ্ছে। এ বিষয়ে সংশ্লিষ্ট কর্তৃপক্ষের সঙ্গে সমন্বয় রেখে কাজ চলছে বলেও জানানো হয়। সংশ্লিষ্টরা জানান, সার্বিক পরিস্থিতি পর্যালোচনা করে প্রয়োজনীয় পদক্ষেপ নেওয়া হচ্ছে। এ বিষয়ে সংশ্লিষ্ট কর্তৃপক্ষের সঙ্গে সমন্বয় রেখে কাজ চলছে বলেও জানানো হয়। সংশ্লিষ্টরা জানান, সার্বিক পরিস্থিতি পর্যালোচনা করে প্রয়োজনীয় পদক্ষেপ নেওয়া হচ্ছে। এ বিষয়ে সংশ্লিষ্ট কর্তৃপক্ষের সঙ্গে সমন্বয় রেখে কাজ চলছে বলেও জানানো হয়। সংশ্লিষ্টরা জানান, সার্বিক পরিস্থিতি পর্যালোচনা করে প্রয়োজনীয় পদক্ষেপ নেওয়া হচ্ছে। এ বিষয়ে সংশ্লিষ্ট কর্তৃপক্ষের সঙ্গে সমন্বয় রেখে কাজ চলছে বলেও জানানো হয়। [1004,271,1186,475]
continued-from-label: প্রথম পৃষ্ঠার পর [79,737,130,748]
continued-from-label: প্রথম পৃষ্ঠার পর [79,1285,130,1296]
date-line: ২২ জুলাই ২০২৫ । ৭ শ্রাবণ ১৪৩২ [26,46,152,56]
article-headline: বিদেশি বিনিয়োগকারীদের আগ্রহ [32,389,177,424]
article [14,81,195,223]
article-body-text: সংশ্লিষ্টরা জানান, সার্বিক পরিস্থিতি পর্যালোচনা করে প্রয়োজনীয় পদক্ষেপ নেওয়া হচ্ছে। এ বিষয়ে সংশ্লিষ্ট কর্তৃপক্ষের সঙ্গে সমন্বয় রেখে কাজ চলছে বলেও জানানো হয়। সংশ্লিষ্টরা জানান, সার্বিক পরিস্থিতি পর্যালোচনা করে প্রয়োজনীয় পদক্ষেপ নেওয়া হচ্ছে। এ বিষয়ে সংশ্লিষ্ট কর্তৃপক্ষের সঙ্গে সমন্বয় রেখে কাজ চলছে বলেও জানানো হয়। সংশ্লিষ্টরা জানান, সার্বিক পরিস্থিতি পর্যালোচনা করে প্রয়োজনীয় পদক্ষেপ নেওয়া হচ্ছে। এ বিষয়ে সংশ্লিষ্ট কর্তৃপক্ষের সঙ্গে সমন্বয় রেখে কাজ চলছে বলেও জানানো হয়। [14,756,196,876]
article-body-text: সংশ্লিষ্টরা জানান, সার্বিক পরিস্থিতি পর্যালোচনা করে প্রয়োজনীয় পদক্ষেপ নেওয়া হচ্ছে। এ বিষয়ে সংশ্লিষ্ট কর্তৃপক্ষের সঙ্গে সমন্বয় রেখে কাজ চলছে বলেও জানানো হয়। সংশ্লিষ্টরা জানান, সার্বিক পরিস্থিতি পর্যালোচনা করে প্রয়োজনীয় পদক্ষেপ নেওয়া হচ্ছে। এ বিষয়ে সংশ্লিষ্ট কর্তৃপক্ষের সঙ্গে সমন্বয় রেখে কাজ চলছে বলেও জানানো হয়। সংশ্লিষ্টরা জানান, সার্বিক পরিস্থিতি পর্যালোচনা করে প্রয়োজনীয় পদক্ষেপ নেওয়া হচ্ছে। এ বিষয়ে সংশ্লিষ্ট কর্তৃপক্ষের সঙ্গে সমন্বয় রেখে কাজ চলছে বলেও জানানো হয়। [1004,82,1186,201]
masthead-tagline: সত্য প্রকাশে নির্ভীক ও দায়িত্বশীল দৈনিক [1013,14,1154,24]
article-body-text: সংশ্লিষ্টরা জানান, সার্বিক পরিস্থিতি পর্যালোচনা করে প্রয়োজনীয় পদক্ষেপ নেওয়া হচ্ছে। এ বিষয়ে সংশ্লিষ্ট কর্তৃপক্ষের সঙ্গে সমন্বয় রেখে কাজ চলছে বলেও জানানো হয়। সংশ্লিষ্টরা জানান, সার্বিক পরিস্থিতি পর্যালোচনা করে প্রয়োজনীয় পদক্ষেপ নেওয়া হচ্ছে। এ বিষয়ে সংশ্লিষ্ট কর্তৃপক্ষের সঙ্গে সমন্বয় রেখে কাজ চলছে বলেও জানানো হয়। সংশ্লিষ্টরা জানান, সার্বিক পরিস্থিতি পর্যালোচনা করে প্রয়োজনীয় পদক্ষেপ নেওয়া হচ্ছে। এ বিষয়ে সংশ্লিষ্ট কর্তৃপক্ষের সঙ্গে সমন্বয় রেখে কাজ চলছে বলেও জানানো হয়। সংশ্লিষ্টরা জানান, সার্বিক পরিস্থিতি পর্যালোচনা করে প্রয়োজনীয় পদক্ষেপ নেওয়া হচ্ছে। এ বিষয়ে সংশ্লিষ্ট কর্তৃপক্ষের সঙ্গে সমন্বয় রেখে কাজ চলছে বলেও জানানো হয়। সংশ্লিষ্টরা জানান, সার্বিক পরিস্থিতি পর্যালোচনা করে প্রয়োজনীয় পদক্ষেপ নেওয়া হচ্ছে। এ বিষয়ে সংশ্লিষ্ট কর্তৃপক্ষের সঙ্গে সমন্বয় রেখে কাজ চলছে বলেও জানানো হয়। সংশ্লিষ্টরা জানান, সার্বিক পরিস্থিতি পর্যালোচনা করে প্রয়োজনীয় পদক্ষেপ নেওয়া হচ্ছে। এ বিষয়ে সংশ্লিষ্ট কর্তৃপক্ষের সঙ্গে সমন্বয় রেখে কাজ চলছে বলেও জানানো হয়। সংশ্লিষ্টরা জানান, সার্বিক পরিস্থিতি পর্যালোচনা করে প্রয়োজনীয় পদক্ষেপ নেওয়া হচ্ছে। এ বিষয়ে সংশ্লিষ্ট কর্তৃপক্ষের সঙ্গে সমন্বয় রেখে কাজ চলছে বলেও জানানো হয়। সংশ্লিষ্টরা জানান, সার্বিক পরিস্থিতি পর্যালোচনা করে প্রয়োজনীয় পদক্ষেপ নেওয়া হচ্ছে। এ বিষয়ে সংশ্লিষ্ট কর্তৃপক্ষের সঙ্গে সমন্বয় রেখে কাজ চলছে বলেও জানানো হয়। সংশ্লিষ্টরা জানান, সার্বিক পরিস্থিতি পর্যালোচনা করে প্রয়োজনীয় পদক্ষেপ নেওয়া হচ্ছে। এ বিষয়ে সংশ্লিষ্ট কর্তৃপক্ষের সঙ্গে সমন্বয় রেখে কাজ চলছে বলেও জানানো হয়। সংশ্লিষ্টরা জানান, সার্বিক পরিস্থিতি পর্যালোচনা করে প্রয়োজনীয় পদক্ষেপ নেওয়া হচ্ছে। এ বিষয়ে সংশ্লিষ্ট কর্তৃপক্ষের সঙ্গে সমন্বয় রেখে কাজ চলছে বলেও জানানো হয়। সংশ্লিষ্টরা জানান, সার্বিক পরিস্থিতি পর্যালোচনা করে প্রয়োজনীয় পদক্ষেপ নেওয়া হচ্ছে। এ বিষয়ে সংশ্লিষ্ট কর্তৃপক্ষের সঙ্গে সমন্বয় রেখে কাজ চলছে বলেও জানানো হয়। সংশ্লিষ্টরা জানান, সার্বিক পরিস্থিতি পর্যালোচনা করে প্রয়োজনীয় পদক্ষেপ নেওয়া হচ্ছে। এ বিষয়ে সংশ্লিষ্ট কর্তৃপক্ষের সঙ্গে সমন্বয় রেখে কাজ চলছে বলেও জানানো হয়। সংশ্লিষ্টরা জানান, সার্বিক পরিস্থিতি পর্যালোচনা করে প্রয়োজনীয় পদক্ষেপ নেওয়া হচ্ছে। এ বিষয়ে সংশ্লিষ্ট কর্তৃপক্ষের সঙ্গে সমন্বয় রেখে কাজ চলছে বলেও জানানো হয়। সংশ্লিষ্টরা জানান, সার্বিক পরিস্থিতি পর্যালোচনা করে প্রয়োজনীয় পদক্ষেপ নেওয়া হচ্ছে। এ বিষয়ে সংশ্লিষ্ট কর্তৃপক্ষের সঙ্গে সমন্বয় রেখে কাজ চলছে বলেও জানানো হয়। সংশ্লিষ্টরা জানান, সার্বিক পরিস্থিতি পর্যালোচনা করে প্রয়োজনীয় পদক্ষেপ নেওয়া হচ্ছে। এ বিষয়ে সংশ্লিষ্ট কর্তৃপক্ষের সঙ্গে সমন্বয় রেখে কাজ চলছে বলেও জানানো হয়। সংশ্লিষ্টরা জানান, সার্বিক পরিস্থিতি পর্যালোচনা করে প্রয়োজনীয় পদক্ষেপ নেওয়া হচ্ছে। এ বিষয়ে সংশ্লিষ্ট কর্তৃপক্ষের সঙ্গে সমন্বয় রেখে কাজ চলছে বলেও জানানো হয়। সংশ্লিষ্টরা জানান, সার্বিক পরিস্থিতি পর্যালোচনা করে প্রয়োজনীয় পদক্ষেপ নেওয়া হচ্ছে। এ বিষয়ে সংশ্লিষ্ট কর্তৃপক্ষের সঙ্গে সমন্বয় রেখে কাজ চলছে বলেও জানানো হয়। সংশ্লিষ্টরা জানান, সার্বিক পরিস্থিতি পর্যালোচনা করে প্রয়োজনীয় পদক্ষেপ নেওয়া হচ্ছে। এ বিষয়ে সংশ্লিষ্ট কর্তৃপক্ষের সঙ্গে সমন্বয় রেখে কাজ চলছে বলেও জানানো হয়। সংশ্লিষ্টরা জানান, সার্বিক পরিস্থিতি পর্যালোচনা করে প্রয়োজনীয় পদক্ষেপ নেওয়া হচ্ছে। এ বিষয়ে সংশ্লিষ্ট কর্তৃপক্ষের সঙ্গে সমন্বয় রেখে কাজ চলছে বলেও জানানো হয়। সংশ্লিষ্টরা জানান, সার্বিক পরিস্থিতি পর্যালোচনা করে প্রয়োজনীয় পদক্ষেপ নেওয়া হচ্ছে। এ বিষয়ে সংশ্লিষ্ট কর্তৃপক্ষের সঙ্গে সমন্বয় রেখে কাজ চলছে বলেও জানানো হয়। সংশ্লিষ্টরা জানান, সার্বিক পরিস্থিতি পর্যালোচনা করে প্রয়োজনীয় পদক্ষেপ নেওয়া হচ্ছে। এ বিষয়ে সংশ্লিষ্ট কর্তৃপক্ষের সঙ্গে সমন্বয় রেখে কাজ চলছে বলেও জানানো হয়। সংশ্লিষ্টরা জানান, সার্বিক পরিস্থিতি পর্যালোচনা করে প্রয়োজনীয় পদক্ষেপ নেওয়া হচ্ছে। এ বিষয়ে সংশ্লিষ্ট কর্তৃপক্ষের সঙ্গে সমন্বয় রেখে কাজ চলছে বলেও জানানো হয়। সংশ্লিষ্টরা জানান, সার্বিক পরিস্থিতি পর্যালোচনা করে প্রয়োজনীয় পদক্ষেপ নেওয়া হচ্ছে। এ বিষয়ে সংশ্লিষ্ট কর্তৃপক্ষের সঙ্গে সমন্বয় রেখে কাজ চলছে বলেও জানানো হয়। সংশ্লিষ্টরা জানান, সার্বিক পরিস্থিতি পর্যালোচনা করে প্রয়োজনীয় পদক্ষেপ নেওয়া হচ্ছে। এ বিষয়ে সংশ্লিষ্ট কর্তৃপক্ষের সঙ্গে সমন্বয় রেখে কাজ চলছে বলেও জানানো হয়। সংশ্লিষ্টরা জানান, সার্বিক পরিস্থিতি পর্যালোচনা করে প্রয়োজনীয় পদক্ষেপ নেওয়া হচ্ছে। এ বিষয়ে সংশ্লিষ্ট কর্তৃপক্ষের সঙ্গে সমন্বয় রেখে কাজ চলছে বলেও জানানো হয়। সংশ্লিষ্টরা জানান, সার্বিক পরিস্থিতি পর্যালোচনা করে প্রয়োজনীয় পদক্ষেপ নেওয়া হচ্ছে। এ বিষয়ে সংশ্লিষ্ট কর্তৃপক্ষের সঙ্গে সমন্বয় রেখে কাজ চলছে বলেও জানানো হয়। সংশ্লিষ্টরা জানান, সার্বিক পরিস্থিতি পর্যালোচনা করে প্রয়োজনীয় পদক্ষেপ নেওয়া হচ্ছে। এ বিষয়ে সংশ্লিষ্ট কর্তৃপক্ষের সঙ্গে সমন্বয় রেখে কাজ চলছে বলেও জানানো হয়। সংশ্লিষ্টরা জানান, সার্বিক পরিস্থিতি পর্যালোচনা করে প্রয়োজনীয় পদক্ষেপ নেওয়া হচ্ছে। এ বিষয়ে সংশ্লিষ্ট কর্তৃপক্ষের সঙ্গে সমন্বয় রেখে কাজ চলছে বলেও জানানো হয়। সংশ্লিষ্টরা জানান, সার্বিক পরিস্থিতি পর্যালোচনা করে প্রয়োজনীয় পদক্ষেপ নেওয়া হচ্ছে। এ বিষয়ে সংশ্লিষ্ট কর্তৃপক্ষের সঙ্গে সমন্বয় রেখে কাজ চলছে বলেও জানানো হয়। সংশ্লিষ্টরা জানান, সার্বিক পরিস্থিতি পর্যালোচনা করে প্রয়োজনীয় পদক্ষেপ নেওয়া হচ্ছে। এ বিষয়ে সংশ্লিষ্ট কর্তৃপক্ষের সঙ্গে সমন্বয় রেখে কাজ চলছে বলেও জানানো হয়। সংশ্লিষ্টরা জানান, সার্বিক পরিস্থিতি পর্যালোচনা করে প্রয়োজনীয় পদক্ষেপ নেওয়া হচ্ছে। এ বিষয়ে সংশ্লিষ্ট কর্তৃপক্ষের সঙ্গে সমন্বয় রেখে কাজ চলছে বলেও জানানো হয়। সংশ্লিষ্টরা জানান, সার্বিক পরিস্থিতি পর্যালোচনা করে প্রয়োজনীয় পদক্ষেপ নেওয়া হচ্ছে। এ বিষয়ে সংশ্লিষ্ট কর্তৃপক্ষের সঙ্গে সমন্বয় রেখে কাজ চলছে বলেও জানানো হয়। [806,82,988,1369]
article-headline: আহাজারিতে ভারি [249,298,356,315]
article-headline: চলতি মাসেই খসড়া ভোটার তালিকা [26,699,183,734]
continued-from-label: প্রথম পৃষ্ঠার পর [674,1195,725,1206]
masthead-name: দেশ প্রতিক্ষণ [1016,27,1186,65]
article [609,539,790,1162]
article-body-text: সংশ্লিষ্টরা জানান, সার্বিক পরিস্থিতি পর্যালোচনা করে প্রয়োজনীয় পদক্ষেপ নেওয়া হচ্ছে। এ বিষয়ে সংশ্লিষ্ট কর্তৃপক্ষের সঙ্গে সমন্বয় রেখে কাজ চলছে বলেও জানানো হয়। সংশ্লিষ্টরা জানান, সার্বিক পরিস্থিতি পর্যালোচনা করে প্রয়োজনীয় পদক্ষেপ নেওয়া হচ্ছে। এ বিষয়ে সংশ্লিষ্ট কর্তৃপক্ষের সঙ্গে সমন্বয় রেখে কাজ চলছে বলেও জানানো হয়। সংশ্লিষ্টরা জানান, সার্বিক পরিস্থিতি পর্যালোচনা করে প্রয়োজনীয় পদক্ষেপ নেওয়া হচ্ছে। এ বিষয়ে সংশ্লিষ্ট কর্তৃপক্ষের সঙ্গে সমন্বয় রেখে কাজ চলছে বলেও জানানো হয়। সংশ্লিষ্টরা জানান, সার্বিক পরিস্থিতি পর্যালোচনা করে প্রয়োজনীয় পদক্ষেপ নেওয়া হচ্ছে। এ বিষয়ে সংশ্লিষ্ট কর্তৃপক্ষের সঙ্গে সমন্বয় রেখে কাজ চলছে বলেও জানানো হয়। সংশ্লিষ্টরা জানান, সার্বিক পরিস্থিতি পর্যালোচনা করে প্রয়োজনীয় পদক্ষেপ নেওয়া হচ্ছে। এ বিষয়ে সংশ্লিষ্ট কর্তৃপক্ষের সঙ্গে সমন্বয় রেখে কাজ চলছে বলেও জানানো হয়। সংশ্লিষ্টরা জানান, সার্বিক পরিস্থিতি পর্যালোচনা করে প্রয়োজনীয় পদক্ষেপ নেওয়া হচ্ছে। এ বিষয়ে সংশ্লিষ্ট কর্তৃপক্ষের সঙ্গে সমন্বয় রেখে কাজ চলছে বলেও জানানো হয়। [410,82,592,321]
article-continuation [807,81,988,1370]
article [14,888,195,1234]
continued-from-label: প্রথম পৃষ্ঠার পর [475,373,527,384]
article-headline: বিমানটিকে জনবিরল এলাকায় নেওয়ার [19,1247,190,1282]
continued-from-label: প্রথম পৃষ্ঠার পর [79,120,130,131]
article-columns [14,81,1186,1829]
article-body-text: সংশ্লিষ্টরা জানান, সার্বিক পরিস্থিতি পর্যালোচনা করে প্রয়োজনীয় পদক্ষেপ নেওয়া হচ্ছে। এ বিষয়ে সংশ্লিষ্ট কর্তৃপক্ষের সঙ্গে সমন্বয় রেখে কাজ চলছে বলেও জানানো হয়। সংশ্লিষ্টরা জানান, সার্বিক পরিস্থিতি পর্যালোচনা করে প্রয়োজনীয় পদক্ষেপ নেওয়া হচ্ছে। এ বিষয়ে সংশ্লিষ্ট কর্তৃপক্ষের সঙ্গে সমন্বয় রেখে কাজ চলছে বলেও জানানো হয়। সংশ্লিষ্টরা জানান, সার্বিক পরিস্থিতি পর্যালোচনা করে প্রয়োজনীয় পদক্ষেপ নেওয়া হচ্ছে। এ বিষয়ে সংশ্লিষ্ট কর্তৃপক্ষের সঙ্গে সমন্বয় রেখে কাজ চলছে বলেও জানানো হয়। সংশ্লিষ্টরা জানান, সার্বিক পরিস্থিতি পর্যালোচনা করে প্রয়োজনীয় পদক্ষেপ নেওয়া হচ্ছে। এ বিষয়ে সংশ্লিষ্ট কর্তৃপক্ষের সঙ্গে সমন্বয় রেখে কাজ চলছে বলেও জানানো হয়। [410,1386,592,1553]
article-body-text: সংশ্লিষ্টরা জানান, সার্বিক পরিস্থিতি পর্যালোচনা করে প্রয়োজনীয় পদক্ষেপ নেওয়া হচ্ছে। এ বিষয়ে সংশ্লিষ্ট কর্তৃপক্ষের সঙ্গে সমন্বয় রেখে কাজ চলছে বলেও জানানো হয়। সংশ্লিষ্টরা জানান, সার্বিক পরিস্থিতি পর্যালোচনা করে প্রয়োজনীয় পদক্ষেপ নেওয়া হচ্ছে। এ বিষয়ে সংশ্লিষ্ট কর্তৃপক্ষের সঙ্গে সমন্বয় রেখে কাজ চলছে বলেও জানানো হয়। সংশ্লিষ্টরা জানান, সার্বিক পরিস্থিতি পর্যালোচনা করে প্রয়োজনীয় পদক্ষেপ নেওয়া হচ্ছে। এ বিষয়ে সংশ্লিষ্ট কর্তৃপক্ষের সঙ্গে সমন্বয় রেখে কাজ চলছে বলেও জানানো হয়। সংশ্লিষ্টরা জানান, সার্বিক পরিস্থিতি পর্যালোচনা করে প্রয়োজনীয় পদক্ষেপ নেওয়া হচ্ছে। এ বিষয়ে সংশ্লিষ্ট কর্তৃপক্ষের সঙ্গে সমন্বয় রেখে কাজ চলছে বলেও জানানো হয়। সংশ্লিষ্টরা জানান, সার্বিক পরিস্থিতি পর্যালোচনা করে প্রয়োজনীয় পদক্ষেপ নেওয়া হচ্ছে। এ বিষয়ে সংশ্লিষ্ট কর্তৃপক্ষের সঙ্গে সমন্বয় রেখে কাজ চলছে বলেও জানানো হয়। [608,1214,790,1418]
continued-from-label: প্রথম পৃষ্ঠার পর [475,1213,527,1224]
section-title: খবরের শেষাংশ [240,10,437,66]
continued-from-label: প্রথম পৃষ্ঠার পর [79,273,130,284]
article-body-text: সংশ্লিষ্টরা জানান, সার্বিক পরিস্থিতি পর্যালোচনা করে প্রয়োজনীয় পদক্ষেপ নেওয়া হচ্ছে। এ বিষয়ে সংশ্লিষ্ট কর্তৃপক্ষের সঙ্গে সমন্বয় রেখে কাজ চলছে বলেও জানানো হয়। সংশ্লিষ্টরা জানান, সার্বিক পরিস্থিতি পর্যালোচনা করে প্রয়োজনীয় পদক্ষেপ নেওয়া হচ্ছে। এ বিষয়ে সংশ্লিষ্ট কর্তৃপক্ষের সঙ্গে সমন্বয় রেখে কাজ চলছে বলেও জানানো হয়। সংশ্লিষ্টরা জানান, সার্বিক পরিস্থিতি পর্যালোচনা করে প্রয়োজনীয় পদক্ষেপ নেওয়া হচ্ছে। এ বিষয়ে সংশ্লিষ্ট কর্তৃপক্ষের সঙ্গে সমন্বয় রেখে কাজ চলছে বলেও জানানো হয়। সংশ্লিষ্টরা জানান, সার্বিক পরিস্থিতি পর্যালোচনা করে প্রয়োজনীয় পদক্ষেপ নেওয়া হচ্ছে। এ বিষয়ে সংশ্লিষ্ট কর্তৃপক্ষের সঙ্গে সমন্বয় রেখে কাজ চলছে বলেও জানানো হয়। সংশ্লিষ্টরা জানান, সার্বিক পরিস্থিতি পর্যালোচনা করে প্রয়োজনীয় পদক্ষেপ নেওয়া হচ্ছে। এ বিষয়ে সংশ্লিষ্ট কর্তৃপক্ষের সঙ্গে সমন্বয় রেখে কাজ চলছে বলেও জানানো হয়। সংশ্লিষ্টরা জানান, সার্বিক পরিস্থিতি পর্যালোচনা করে প্রয়োজনীয় পদক্ষেপ নেওয়া হচ্ছে। এ বিষয়ে সংশ্লিষ্ট কর্তৃপক্ষের সঙ্গে সমন্বয় রেখে কাজ চলছে বলেও জানানো হয়। সংশ্লিষ্টরা জানান, সার্বিক পরিস্থিতি পর্যালোচনা করে প্রয়োজনীয় পদক্ষেপ নেওয়া হচ্ছে। এ বিষয়ে সংশ্লিষ্ট কর্তৃপক্ষের সঙ্গে সমন্বয় রেখে কাজ চলছে বলেও জানানো হয়। [14,946,196,1234]
article [1005,213,1186,475]
